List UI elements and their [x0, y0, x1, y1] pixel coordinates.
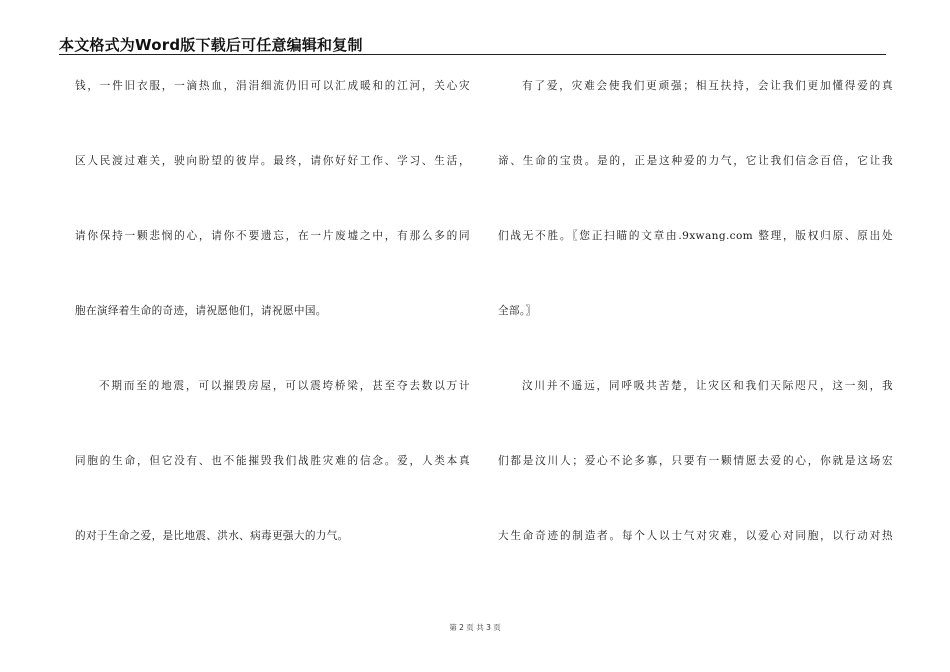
page-number: 第 2 页 共 3 页: [449, 623, 501, 632]
header-divider: [59, 54, 886, 55]
text-line: 请你保持一颗悲悯的心，请你不要遗忘，在一片废墟之中，有那么多的同: [75, 230, 470, 242]
document-header-title: 本文格式为Word版下载后可任意编辑和复制: [59, 36, 363, 54]
text-line: 钱，一件旧衣服，一滴热血，涓涓细流仍旧可以汇成暖和的江河，关心灾: [75, 80, 470, 92]
text-line: 的对于生命之爱，是比地震、洪水、病毒更强大的力气。: [75, 530, 349, 542]
text-line: 胞在演绎着生命的奇迹，请祝愿他们，请祝愿中国。: [75, 305, 327, 317]
text-line: 不期而至的地震，可以摧毁房屋，可以震垮桥梁，甚至夺去数以万计: [99, 380, 470, 392]
text-line: 们战无不胜。〖您正扫瞄的文章由.9xwang.com 整理，版权归原、原出处: [498, 230, 893, 242]
text-line: 汶川并不遥远，同呼吸共苦楚，让灾区和我们天际咫尺，这一刻，我: [522, 380, 893, 392]
text-line: 们都是汶川人；爱心不论多寡，只要有一颗情愿去爱的心，你就是这场宏: [498, 455, 893, 467]
text-line: 大生命奇迹的制造者。每个人以士气对灾难，以爱心对同胞，以行动对热: [498, 530, 893, 542]
text-line: 全部。〗: [498, 305, 537, 317]
text-line: 谛、生命的宝贵。是的，正是这种爱的力气，它让我们信念百倍，它让我: [498, 155, 893, 167]
text-line: 同胞的生命，但它没有、也不能摧毁我们战胜灾难的信念。爱，人类本真: [75, 455, 470, 467]
text-line: 有了爱，灾难会使我们更顽强；相互扶持，会让我们更加懂得爱的真: [522, 80, 893, 92]
text-line: 区人民渡过难关，驶向盼望的彼岸。最终，请你好好工作、学习、生活，: [75, 155, 470, 167]
